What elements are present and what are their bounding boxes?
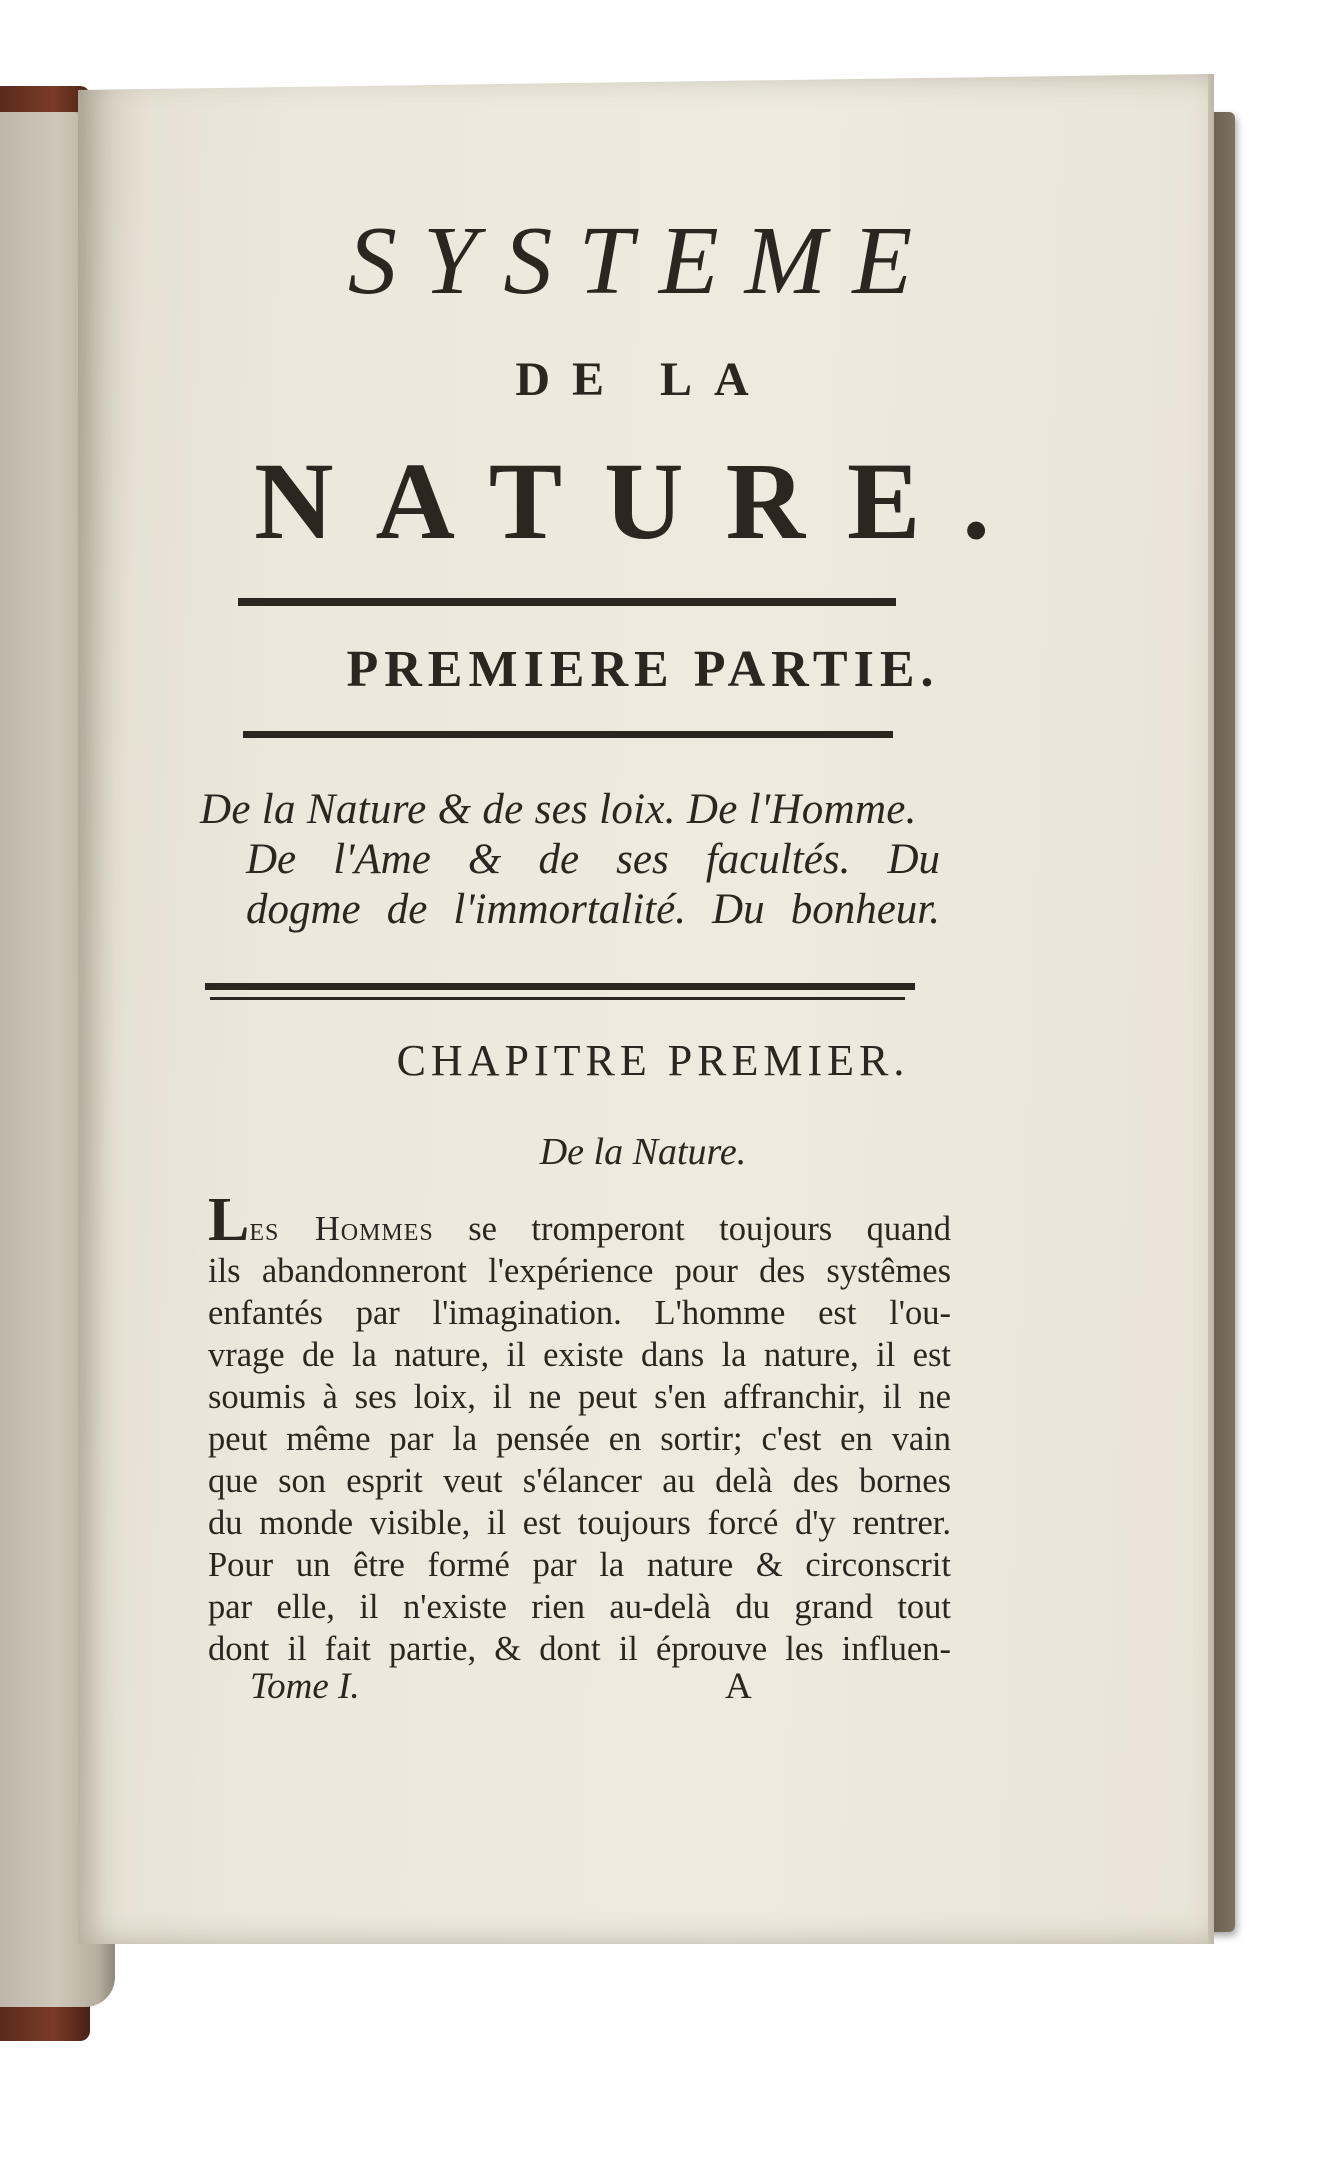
drop-cap: L — [208, 1186, 250, 1254]
title-line-1: SYSTEME — [347, 207, 939, 315]
title-line-2: DE LA — [515, 353, 771, 406]
title-line-3: NATURE. — [254, 440, 1032, 562]
body-line: du monde visible, il est toujours forcé d'y rentrer. — [208, 1504, 951, 1542]
body-line: ils abandonneront l'expérience pour des systêmes — [208, 1252, 951, 1290]
contents-line: De la Nature & de ses loix. De l'Homme. — [200, 786, 917, 833]
chapter-heading: CHAPITRE PREMIER. — [396, 1036, 910, 1085]
body-text — [208, 1186, 951, 1670]
body-line: vrage de la nature, il existe dans la nature, il est — [208, 1336, 951, 1374]
body-line: peut même par la pensée en sortir; c'est en vain — [208, 1420, 951, 1458]
chapter-subtitle: De la Nature. — [539, 1131, 747, 1173]
part-heading: PREMIERE PARTIE. — [346, 641, 940, 698]
divider-rule-top — [238, 598, 896, 606]
body-line-rest: se tromperont toujours quand — [433, 1210, 951, 1248]
contents-line: De l'Ame & de ses facultés. Du — [246, 836, 940, 883]
opening-words: es Hommes — [249, 1210, 434, 1248]
body-line: enfantés par l'imagination. L'homme est l'ou- — [208, 1294, 951, 1332]
divider-rule-middle — [243, 731, 893, 738]
body-line: Pour un être formé par la nature & circonscrit — [208, 1546, 951, 1584]
contents-line: dogme de l'immortalité. Du bonheur. — [246, 886, 940, 933]
double-rule-thin — [210, 997, 905, 1000]
signature-mark: A — [725, 1666, 752, 1707]
part-contents — [200, 785, 940, 935]
body-line: par elle, il n'existe rien au-delà du grand tout — [208, 1588, 951, 1626]
double-rule-thick — [205, 983, 915, 990]
body-line: dont il fait partie, & dont il éprouve les influen- — [208, 1630, 951, 1668]
body-line: soumis à ses loix, il ne peut s'en affranchir, il ne — [208, 1378, 951, 1416]
volume-number: Tome I. — [250, 1666, 360, 1707]
body-line-first — [208, 1186, 951, 1254]
body-line: que son esprit veut s'élancer au delà des bornes — [208, 1462, 951, 1500]
